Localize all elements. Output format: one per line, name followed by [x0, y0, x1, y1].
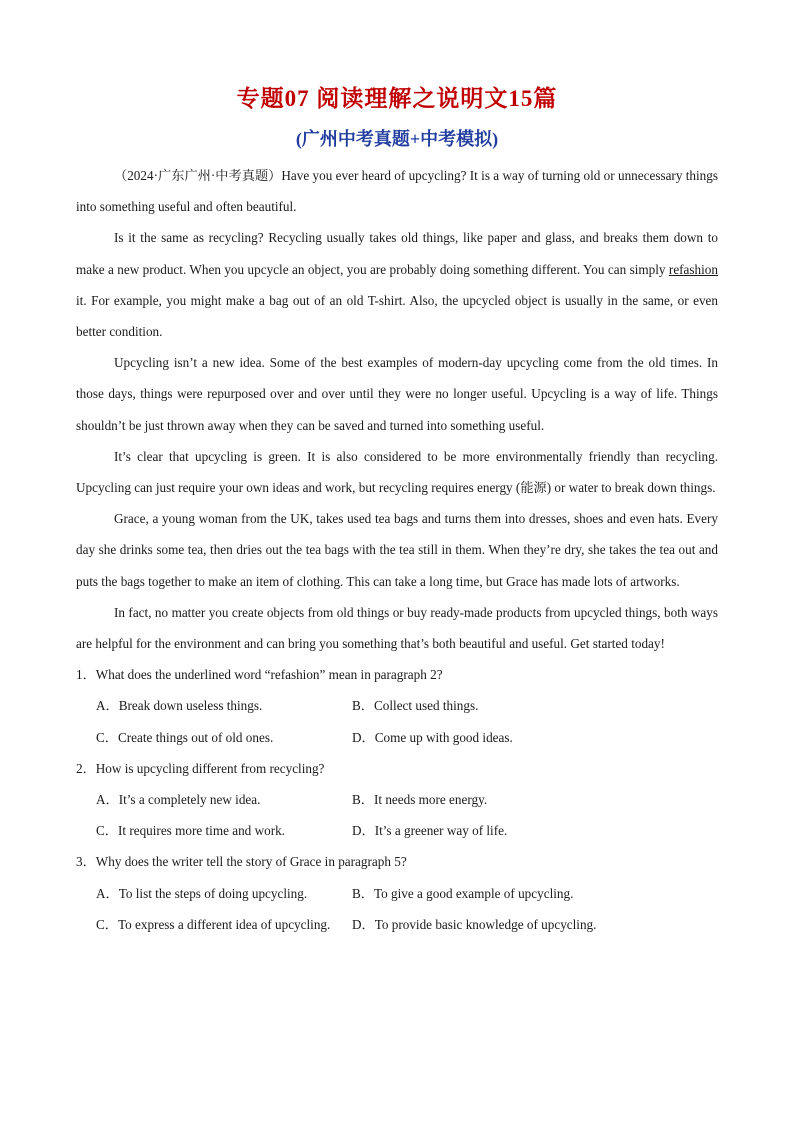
- paragraph-6: In fact, no matter you create objects from old things or buy ready-made products from upcycled things, both ways are helpful for the environment and can bring you something that’s both beautiful and useful. Get started today!: [76, 604, 718, 652]
- paragraph-4: It’s clear that upcycling is green. It is also considered to be more environmentally friendly than recycling. Upcycling can just require your own ideas and work, but recycling requires energy (能源) or water to break down things.: [76, 448, 718, 496]
- options-row: [76, 909, 718, 940]
- option-d: D．To provide basic knowledge of upcycling.: [352, 916, 597, 932]
- reading-passage: [76, 160, 718, 940]
- paragraph-2: [76, 222, 718, 347]
- paragraph-2-text-a: Is it the same as recycling? Recycling usually takes old things, like paper and glass, and breaks them down to make a new product. When you upcycle an object, you are probably doing something different. You can simply: [76, 230, 718, 277]
- question-3: [76, 846, 718, 940]
- option-d: D．It’s a greener way of life.: [352, 823, 508, 839]
- option-d: D．Come up with good ideas.: [352, 729, 513, 745]
- option-a: A．It’s a completely new idea.: [96, 792, 261, 808]
- question-stem: 1．What does the underlined word “refashion” mean in paragraph 2?: [76, 667, 443, 683]
- underlined-word: refashion: [668, 261, 718, 277]
- options-row: [76, 722, 718, 753]
- options-row: [76, 690, 718, 721]
- option-c: C．To express a different idea of upcycling.: [96, 916, 331, 932]
- option-b: B．Collect used things.: [352, 698, 479, 714]
- option-a: A．To list the steps of doing upcycling.: [96, 885, 308, 901]
- paragraph-3: Upcycling isn’t a new idea. Some of the best examples of modern-day upcycling come from the old times. In those days, things were repurposed over and over until they were no longer useful. Upcycling is a way of life. Things shouldn’t be just thrown away when they can be saved and turned into something useful.: [76, 355, 718, 433]
- question-stem: 2．How is upcycling different from recycling?: [76, 760, 325, 776]
- page-subtitle: (广州中考真题+中考模拟): [295, 129, 499, 149]
- paragraph-2-text-b: it. For example, you might make a bag out of an old T-shirt. Also, the upcycled object is usually in the same, or even better condition.: [76, 292, 718, 340]
- option-b: B．It needs more energy.: [352, 792, 488, 808]
- page-title: 专题07 阅读理解之说明文15篇: [236, 86, 558, 111]
- options-row: [76, 878, 718, 909]
- paragraph-1-text: Have you ever heard of upcycling? It is a way of turning old or unnecessary things into something useful and often beautiful.: [76, 168, 718, 215]
- options-row: [76, 784, 718, 815]
- question-stem: 3．Why does the writer tell the story of Grace in paragraph 5?: [76, 854, 407, 870]
- option-c: C．It requires more time and work.: [96, 823, 285, 839]
- option-a: A．Break down useless things.: [96, 698, 263, 714]
- option-b: B．To give a good example of upcycling.: [352, 885, 574, 901]
- question-2: [76, 753, 718, 847]
- source-label: （2024·广东广州·中考真题）: [114, 168, 282, 183]
- paragraph-5: Grace, a young woman from the UK, takes used tea bags and turns them into dresses, shoes and even hats. Every day she drinks some tea, then dries out the tea bags with the tea still in them. When they’re dry, she takes the tea out and puts the bags together to make an item of clothing. This can take a long time, but Grace has made lots of artworks.: [76, 511, 718, 589]
- options-row: [76, 815, 718, 846]
- paragraph-1: [76, 160, 718, 222]
- option-c: C．Create things out of old ones.: [96, 729, 274, 745]
- question-1: [76, 659, 718, 753]
